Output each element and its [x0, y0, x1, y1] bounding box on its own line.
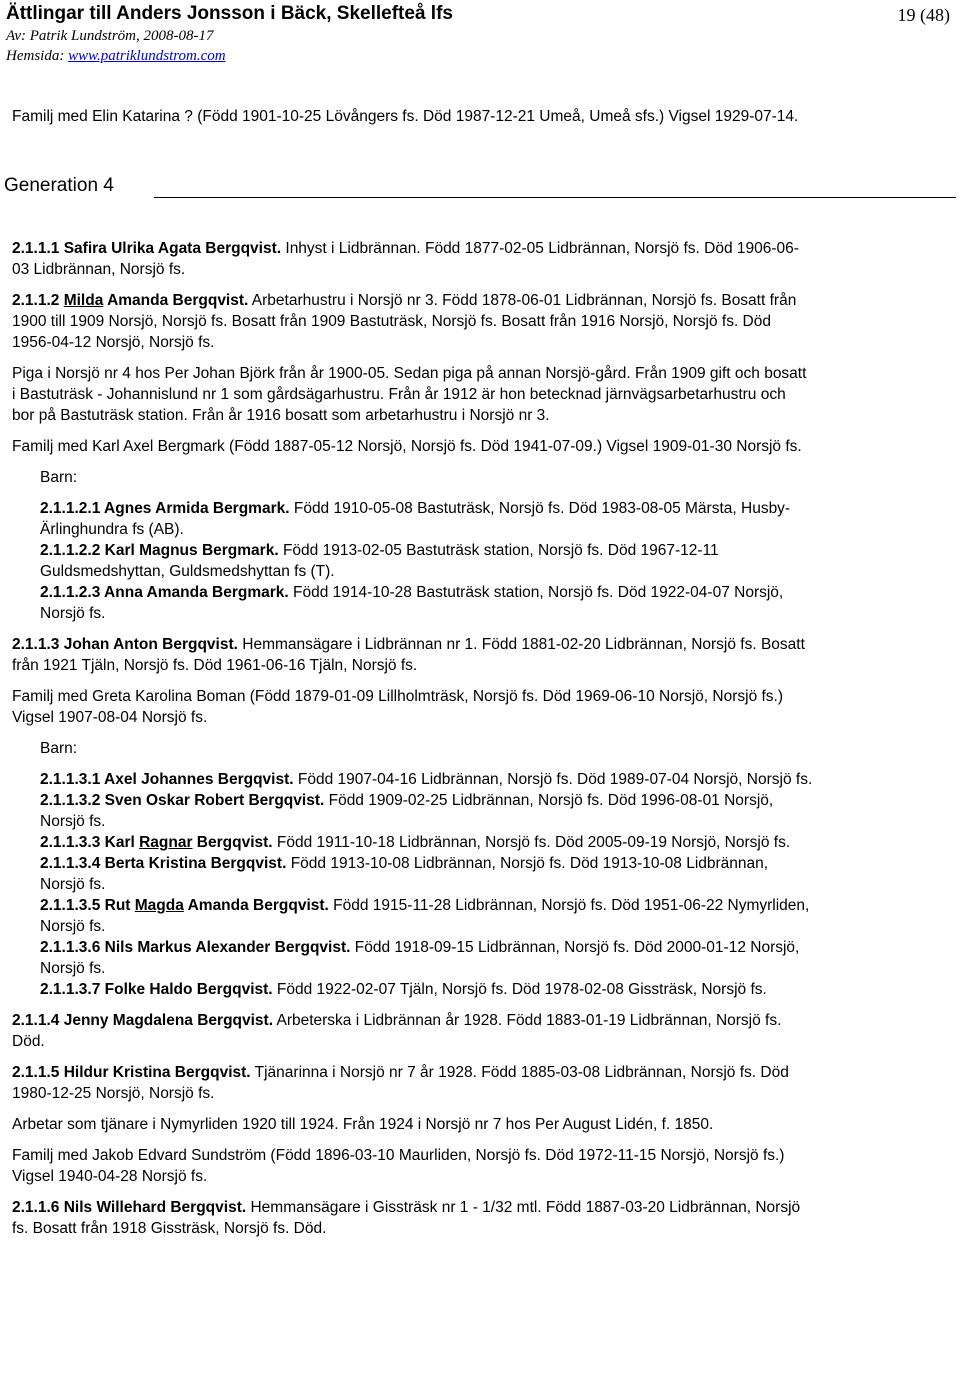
entry-2-1-1-4: 2.1.1.4 Jenny Magdalena Bergqvist. Arbeterska i Lidbrännan år 1928. Född 1883-01-19 Lidbrännan, Norsjö fs. Död.: [12, 1012, 782, 1050]
document-body-main: [12, 238, 942, 1239]
entry-2-1-1-1: 2.1.1.1 Safira Ulrika Agata Bergqvist. Inhyst i Lidbrännan. Född 1877-02-05 Lidbrännan, Norsjö fs. Död 1906-06- 03 Lidbrännan, Norsjö fs.: [12, 240, 799, 278]
page-number: 19 (48): [897, 5, 950, 25]
generation-heading: Generation 4: [4, 175, 114, 196]
document-body: [12, 106, 942, 127]
generation-heading-block: [4, 174, 956, 198]
entry-note: Piga i Norsjö nr 4 hos Per Johan Björk från år 1900-05. Sedan piga på annan Norsjö-gård. Från 1909 gift och bosatt i Bastuträsk - Johannislund nr 1 som gårdsägarhustru. Från år 1912 är hon betecknad järnvägsarbetarhustru och bor på Bastuträsk station. Från år 1916 bosatt som arbetarhustru i Norsjö nr 3.: [12, 365, 807, 424]
page-header: [6, 2, 954, 66]
child-entry: 2.1.1.3.3 Karl Ragnar Bergqvist. Född 1911-10-18 Lidbrännan, Norsjö fs. Död 2005-09-19 Norsjö, Norsjö fs.: [40, 834, 791, 851]
children-label: Barn:: [40, 469, 78, 486]
family-line: Familj med Jakob Edvard Sundström (Född 1896-03-10 Maurliden, Norsjö fs. Död 1972-11-15 Norsjö, Norsjö fs.) Vigsel 1940-04-28 Norsjö fs.: [12, 1147, 785, 1185]
child-entry: 2.1.1.3.2 Sven Oskar Robert Bergqvist. Född 1909-02-25 Lidbrännan, Norsjö fs. Död 1996-08-01 Norsjö, Norsjö fs.: [40, 792, 774, 830]
entry-2-1-1-3: 2.1.1.3 Johan Anton Bergqvist. Hemmansägare i Lidbrännan nr 1. Född 1881-02-20 Lidbrännan, Norsjö fs. Bosatt från 1921 Tjäln, Norsjö fs. Död 1961-06-16 Tjäln, Norsjö fs.: [12, 636, 805, 674]
intro-family-line: Familj med Elin Katarina ? (Född 1901-10-25 Lövångers fs. Död 1987-12-21 Umeå, Umeå sfs.) Vigsel 1929-07-14.: [12, 108, 799, 125]
child-entry: 2.1.1.3.5 Rut Magda Amanda Bergqvist. Född 1915-11-28 Lidbrännan, Norsjö fs. Död 1951-06-22 Nymyrliden, Norsjö fs.: [40, 897, 810, 935]
family-line: Familj med Greta Karolina Boman (Född 1879-01-09 Lillholmträsk, Norsjö fs. Död 1969-06-10 Norsjö, Norsjö fs.) Vigsel 1907-08-04 Norsjö fs.: [12, 688, 784, 726]
child-entry: 2.1.1.3.7 Folke Haldo Bergqvist. Född 1922-02-07 Tjäln, Norsjö fs. Död 1978-02-08 Gissträsk, Norsjö fs.: [40, 981, 767, 998]
children-list: [12, 498, 942, 624]
child-entry: 2.1.1.3.6 Nils Markus Alexander Bergqvist. Född 1918-09-15 Lidbrännan, Norsjö fs. Död 2000-01-12 Norsjö, Norsjö fs.: [40, 939, 800, 977]
child-entry: 2.1.1.2.2 Karl Magnus Bergmark. Född 1913-02-05 Bastuträsk station, Norsjö fs. Död 1967-12-11 Guldsmedshyttan, Guldsmedshyttan fs (T).: [40, 542, 719, 580]
homepage-link[interactable]: www.patriklundstrom.com: [68, 48, 226, 64]
children-list: [12, 769, 942, 1000]
author-line: Av: Patrik Lundström, 2008-08-17: [6, 28, 214, 44]
family-line: Familj med Karl Axel Bergmark (Född 1887-05-12 Norsjö, Norsjö fs. Död 1941-07-09.) Vigsel 1909-01-30 Norsjö fs.: [12, 438, 802, 455]
heading-rule: [154, 197, 956, 198]
entry-note: Arbetar som tjänare i Nymyrliden 1920 till 1924. Från 1924 i Norsjö nr 7 hos Per August Lidén, f. 1850.: [12, 1116, 714, 1133]
child-entry: 2.1.1.3.4 Berta Kristina Bergqvist. Född 1913-10-08 Lidbrännan, Norsjö fs. Död 1913-10-08 Lidbrännan, Norsjö fs.: [40, 855, 769, 893]
entry-2-1-1-6: 2.1.1.6 Nils Willehard Bergqvist. Hemmansägare i Gissträsk nr 1 - 1/32 mtl. Född 1887-03-20 Lidbrännan, Norsjö fs. Bosatt från 1918 Gissträsk, Norsjö fs. Död.: [12, 1199, 801, 1237]
document-title: Ättlingar till Anders Jonsson i Bäck, Skellefteå lfs: [6, 3, 453, 24]
child-entry: 2.1.1.3.1 Axel Johannes Bergqvist. Född 1907-04-16 Lidbrännan, Norsjö fs. Död 1989-07-04 Norsjö, Norsjö fs.: [40, 771, 813, 788]
homepage-label: Hemsida:: [6, 48, 69, 64]
homepage-line: [6, 46, 954, 66]
children-label: Barn:: [40, 740, 78, 757]
child-entry: 2.1.1.2.3 Anna Amanda Bergmark. Född 1914-10-28 Bastuträsk station, Norsjö fs. Död 1922-04-07 Norsjö, Norsjö fs.: [40, 584, 784, 622]
child-entry: 2.1.1.2.1 Agnes Armida Bergmark. Född 1910-05-08 Bastuträsk, Norsjö fs. Död 1983-08-05 Märsta, Husby- Ärlinghundra fs (AB).: [40, 500, 791, 538]
entry-2-1-1-2: 2.1.1.2 Milda Amanda Bergqvist. Arbetarhustru i Norsjö nr 3. Född 1878-06-01 Lidbrännan, Norsjö fs. Bosatt från 1900 till 1909 Norsjö, Norsjö fs. Bosatt från 1909 Bastuträsk, Norsjö fs. Bosatt från 1916 Norsjö, Norsjö fs. Död 1956-04-12 Norsjö, Norsjö fs.: [12, 292, 797, 351]
entry-2-1-1-5: 2.1.1.5 Hildur Kristina Bergqvist. Tjänarinna i Norsjö nr 7 år 1928. Född 1885-03-08 Lidbrännan, Norsjö fs. Död 1980-12-25 Norsjö, Norsjö fs.: [12, 1064, 789, 1102]
